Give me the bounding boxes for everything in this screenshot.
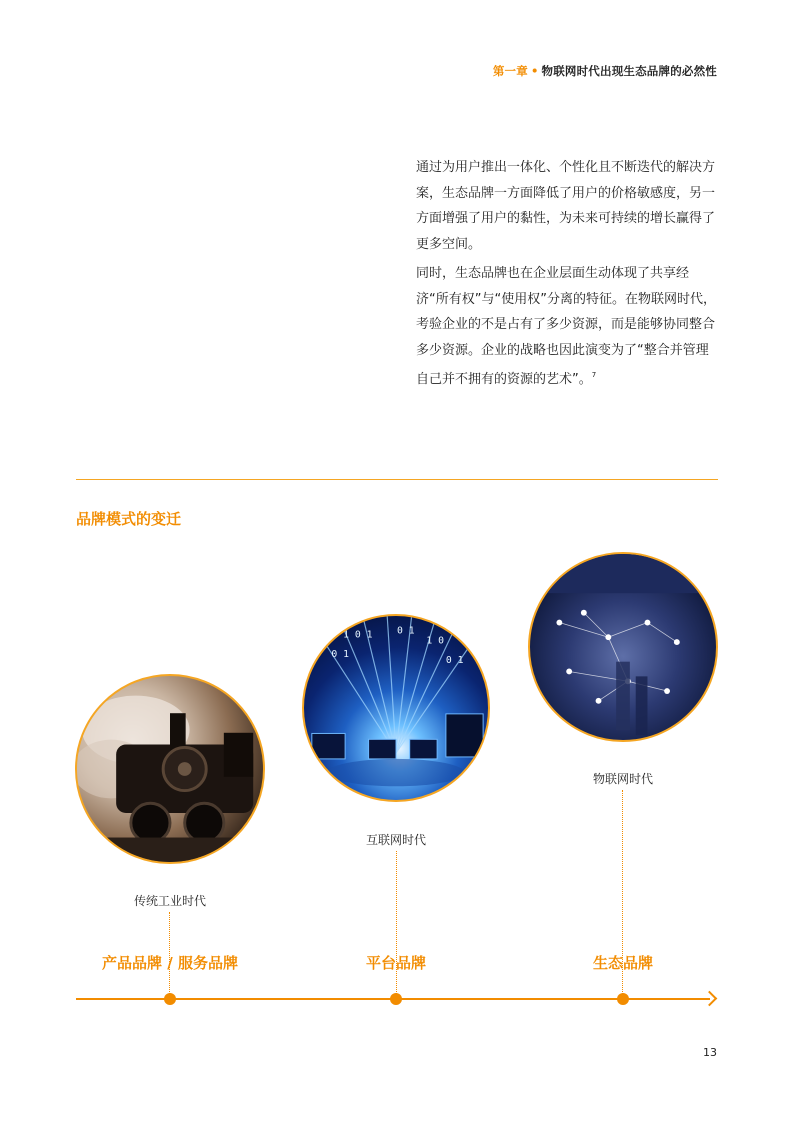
brand-type-ecosystem: 生态品牌	[592, 954, 654, 972]
section-title: 品牌模式的变迁	[76, 510, 182, 528]
footnote-ref: 7	[591, 371, 597, 379]
running-header	[493, 63, 717, 79]
era-label-iot: 物联网时代	[592, 772, 654, 786]
timeline-node-industrial	[164, 993, 176, 1005]
era-label-industrial: 传统工业时代	[133, 894, 207, 908]
connected-city-network-illustration	[530, 554, 716, 740]
chapter-title: 物联网时代出现生态品牌的必然性	[541, 64, 717, 78]
header-separator: •	[530, 64, 539, 78]
era-label-internet: 互联网时代	[365, 833, 427, 847]
svg-text:0 1: 0 1	[445, 654, 464, 666]
svg-text:0 1: 0 1	[396, 625, 415, 637]
binary-data-stream-illustration	[304, 616, 488, 800]
section-divider	[76, 479, 718, 480]
chapter-label: 第一章	[492, 64, 528, 78]
brand-type-platform: 平台品牌	[365, 954, 427, 972]
timeline-node-iot	[617, 993, 629, 1005]
era-image-industrial	[75, 674, 265, 864]
body-paragraph-2-text: 同时，生态品牌也在企业层面生动体现了共享经济“所有权”与“使用权”分离的特征。在物联网时代，考验企业的不是占有了多少资源，而是能够协同整合多少资源。企业的战略也因此演变为了“整合并管理自己并不拥有的资源的艺术”。	[416, 266, 716, 387]
svg-text:0 1: 0 1	[331, 649, 350, 661]
timeline-arrow-icon	[702, 991, 718, 1007]
timeline-node-internet	[390, 993, 402, 1005]
page-number: 13	[703, 1046, 717, 1059]
body-paragraph-1: 通过为用户推出一体化、个性化且不断迭代的解决方案，生态品牌一方面降低了用户的价格敏感度，另一方面增强了用户的黏性，为未来可持续的增长赢得了更多空间。	[416, 160, 716, 252]
svg-text:1 0 1: 1 0 1	[343, 629, 373, 641]
era-image-iot	[528, 552, 718, 742]
svg-text:1 0: 1 0	[426, 635, 444, 647]
steam-locomotive-illustration	[77, 676, 263, 862]
body-paragraph-2	[416, 261, 718, 393]
brand-type-product-service: 产品品牌 / 服务品牌	[102, 954, 238, 972]
era-image-internet	[302, 614, 490, 802]
